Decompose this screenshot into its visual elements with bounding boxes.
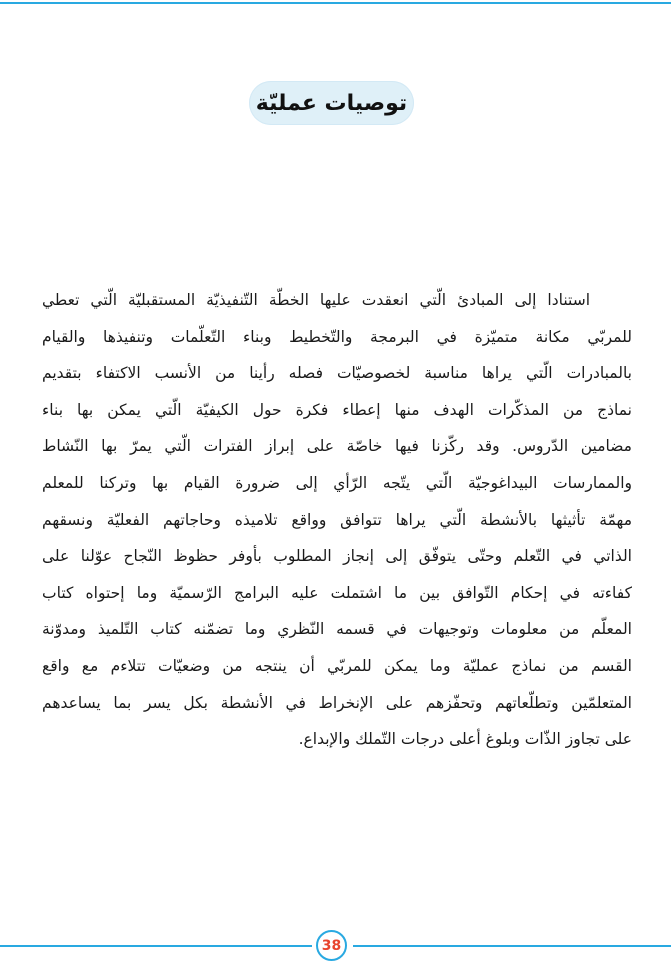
page-number: 38 bbox=[321, 937, 342, 954]
paragraph-line: كفاءته في إحكام التّوافق بين ما اشتملت عليه البرامج الرّسميّة وما إحتواه كتاب bbox=[42, 583, 632, 602]
paragraph-line: مهمّة تأثيثها بالأنشطة الّتي يراها تتوافق وواقع تلاميذه وحاجاتهم الفعليّة ونسقهم bbox=[42, 510, 632, 529]
page-number-badge bbox=[316, 930, 347, 961]
page-title: توصيات عمليّة bbox=[255, 90, 408, 116]
paragraph-line: استنادا إلى المبادئ الّتي انعقدت عليها الخطّة التّنفيذيّة المستقبليّة الّتي تعطي bbox=[42, 291, 590, 309]
title-banner bbox=[249, 81, 414, 125]
paragraph-line: نماذج من المذكّرات الهدف منها إعطاء فكرة حول الكيفيّة الّتي يمكن بها بناء bbox=[42, 400, 632, 419]
footer-rule-right bbox=[353, 945, 671, 947]
paragraph-line: المتعلمّين وتطلّعاتهم وتحفّزهم على الإنخراط في الأنشطة بكل يسر بما يساعدهم bbox=[42, 693, 632, 712]
paragraph-line: والممارسات البيداغوجيّة الّتي يتّجه الرّأي إلى ضرورة القيام بها وتركنا للمعلم bbox=[42, 473, 632, 492]
paragraph-line: المعلّم من معلومات وتوجيهات في قسمه النّظري وما تضمّنه كتاب التّلميذ ومدوّنة bbox=[42, 620, 632, 639]
body-paragraph bbox=[42, 282, 632, 758]
paragraph-line: الذاتي في التّعلم وحتّى يتوفّق إلى إنجاز المطلوب بأوفر حظوظ النّجاح عوّلنا على bbox=[42, 547, 632, 566]
paragraph-line: القسم من نماذج عمليّة وما يمكن للمربّي أن ينتجه من وضعيّات تتلاءم مع واقع bbox=[42, 656, 632, 675]
top-rule bbox=[0, 2, 671, 4]
footer-rule-left bbox=[0, 945, 312, 947]
paragraph-line: بالمبادرات الّتي يراها مناسبة لخصوصيّات فصله رأينا من الأنسب الاكتفاء بتقديم bbox=[42, 364, 632, 383]
paragraph-line: على تجاوز الذّات وبلوغ أعلى درجات التّملك والإبداع. bbox=[298, 730, 632, 749]
paragraph-line: للمربّي مكانة متميّزة في البرمجة والتّخطيط وبناء التّعلّمات وتنفيذها والقيام bbox=[42, 327, 632, 346]
paragraph-line: مضامين الدّروس. وقد ركّزنا فيها خاصّة على إبراز الفترات الّتي يمرّ بها النّشاط bbox=[42, 437, 632, 456]
